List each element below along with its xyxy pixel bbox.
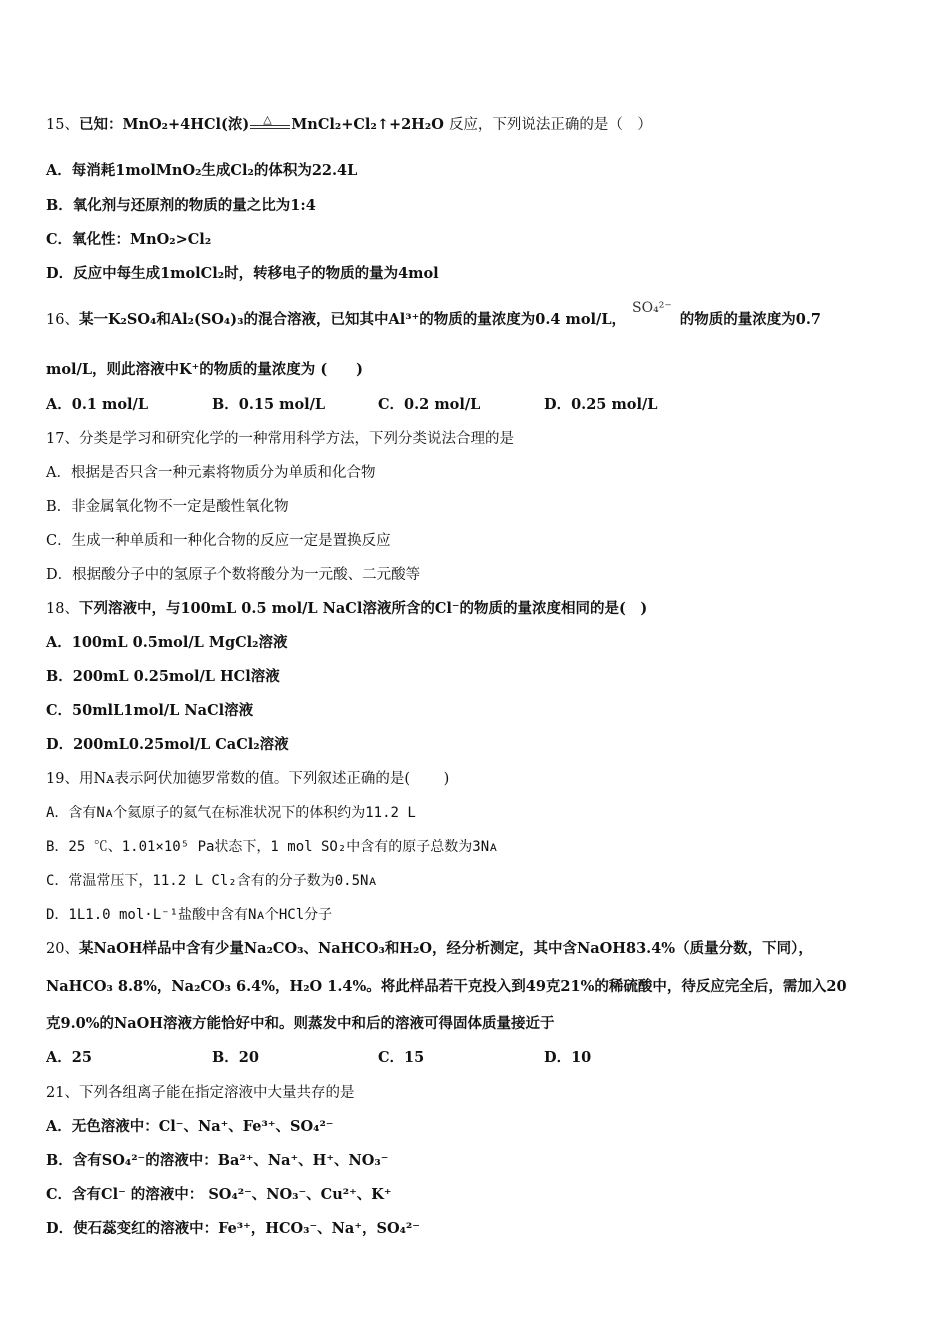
q17-option-c: C．生成一种单质和一种化合物的反应一定是置换反应 (46, 533, 391, 549)
question-text-cont: 的物质的量浓度为0.7 (679, 311, 821, 328)
question-16-line2: mol/L，则此溶液中K⁺的物质的量浓度为 ( ) (46, 361, 364, 378)
q20-option-d: D．10 (544, 1049, 592, 1066)
q18-option-d: D．200mL0.25mol/L CaCl₂溶液 (46, 736, 289, 753)
question-number: 17、 (46, 431, 79, 447)
question-text: 某一K₂SO₄和Al₂(SO₄)₃的混合溶液，已知其中Al³⁺的物质的量浓度为0.4 mol/L， (78, 311, 627, 328)
q16-option-b: B．0.15 mol/L (212, 396, 326, 413)
question-16 (46, 300, 821, 330)
question-suffix: 反应，下列说法正确的是（ ） (448, 117, 652, 133)
q18-option-b: B．200mL 0.25mol/L HCl溶液 (46, 668, 280, 685)
question-number: 19、 (46, 771, 79, 787)
q15-option-c: C．氧化性：MnO₂>Cl₂ (46, 231, 212, 248)
equation-reactants: MnO₂+4HCl(浓) (122, 116, 250, 133)
question-number: 15、 (46, 117, 79, 133)
q21-option-c: C．含有Cl⁻ 的溶液中： SO₄²⁻、NO₃⁻、Cu²⁺、K⁺ (46, 1186, 392, 1203)
sulfate-ion-formula (632, 298, 672, 318)
question-number: 20、 (46, 941, 79, 957)
q20-option-c: C．15 (378, 1049, 425, 1066)
q19-option-d: D．1L1.0 mol·L⁻¹盐酸中含有Nᴀ个HCl分子 (46, 907, 333, 923)
q18-option-a: A．100mL 0.5mol/L MgCl₂溶液 (46, 634, 288, 651)
q16-option-a: A．0.1 mol/L (46, 396, 149, 413)
q20-options (46, 1048, 710, 1068)
q17-option-d: D．根据酸分子中的氢原子个数将酸分为一元酸、二元酸等 (46, 567, 421, 583)
question-21 (46, 1083, 354, 1103)
q19-option-b: B．25 ℃、1.01×10⁵ Pa状态下，1 mol SO₂中含有的原子总数为3Nᴀ (46, 839, 498, 855)
question-prefix: 已知： (78, 116, 123, 133)
question-stem: 下列各组离子能在指定溶液中大量共存的是 (78, 1085, 355, 1101)
q20-option-b: B．20 (212, 1049, 259, 1066)
question-17 (46, 429, 514, 449)
equation-products: MnCl₂+Cl₂↑+2H₂O (291, 116, 444, 133)
question-18 (46, 599, 647, 619)
q20-option-a: A．25 (46, 1049, 92, 1066)
q21-option-b: B．含有SO₄²⁻的溶液中：Ba²⁺、Na⁺、H⁺、NO₃⁻ (46, 1152, 389, 1169)
question-stem: 下列溶液中，与100mL 0.5 mol/L NaCl溶液所含的Cl⁻的物质的量浓度相同的是( ) (78, 600, 648, 617)
q15-option-b: B．氧化剂与还原剂的物质的量之比为1:4 (46, 197, 316, 214)
question-20 (46, 939, 813, 959)
q21-option-a: A．无色溶液中：Cl⁻、Na⁺、Fe³⁺、SO₄²⁻ (46, 1118, 334, 1135)
q15-option-a: A．每消耗1molMnO₂生成Cl₂的体积为22.4L (46, 162, 358, 179)
q15-option-d: D．反应中每生成1molCl₂时，转移电子的物质的量为4mol (46, 265, 439, 282)
q19-option-c: C．常温常压下，11.2 L Cl₂含有的分子数为0.5Nᴀ (46, 873, 377, 889)
question-19 (46, 769, 449, 789)
q17-option-b: B．非金属氧化物不一定是酸性氧化物 (46, 499, 289, 515)
heat-symbol: △ (263, 113, 272, 126)
question-20-line2: NaHCO₃ 8.8%，Na₂CO₃ 6.4%，H₂O 1.4%。将此样品若干克投入到49克21%的稀硫酸中，待反应完全后，需加入20 (46, 978, 847, 995)
q19-option-a: A．含有Nᴀ个氦原子的氦气在标准状况下的体积约为11.2 L (46, 805, 416, 821)
q21-option-d: D．使石蕊变红的溶液中：Fe³⁺，HCO₃⁻、Na⁺，SO₄²⁻ (46, 1220, 420, 1237)
question-number: 16、 (46, 312, 79, 328)
q16-option-d: D．0.25 mol/L (544, 396, 658, 413)
q16-options (46, 395, 710, 415)
q16-option-c: C．0.2 mol/L (378, 396, 481, 413)
question-number: 18、 (46, 601, 79, 617)
ion-formula-text: SO₄²⁻ (632, 300, 672, 316)
question-stem: 分类是学习和研究化学的一种常用科学方法，下列分类说法合理的是 (78, 431, 514, 447)
question-number: 21、 (46, 1085, 79, 1101)
q17-option-a: A．根据是否只含一种元素将物质分为单质和化合物 (46, 465, 376, 481)
question-20-line3: 克9.0%的NaOH溶液方能恰好中和。则蒸发中和后的溶液可得固体质量接近于 (46, 1015, 555, 1032)
question-stem: 用Nᴀ表示阿伏加德罗常数的值。下列叙述正确的是( ) (78, 771, 450, 787)
question-15 (46, 115, 652, 135)
q18-option-c: C．50mlL1mol/L NaCl溶液 (46, 702, 254, 719)
question-text: 某NaOH样品中含有少量Na₂CO₃、NaHCO₃和H₂O，经分析测定，其中含NaOH83.4%（质量分数，下同）， (78, 940, 813, 957)
